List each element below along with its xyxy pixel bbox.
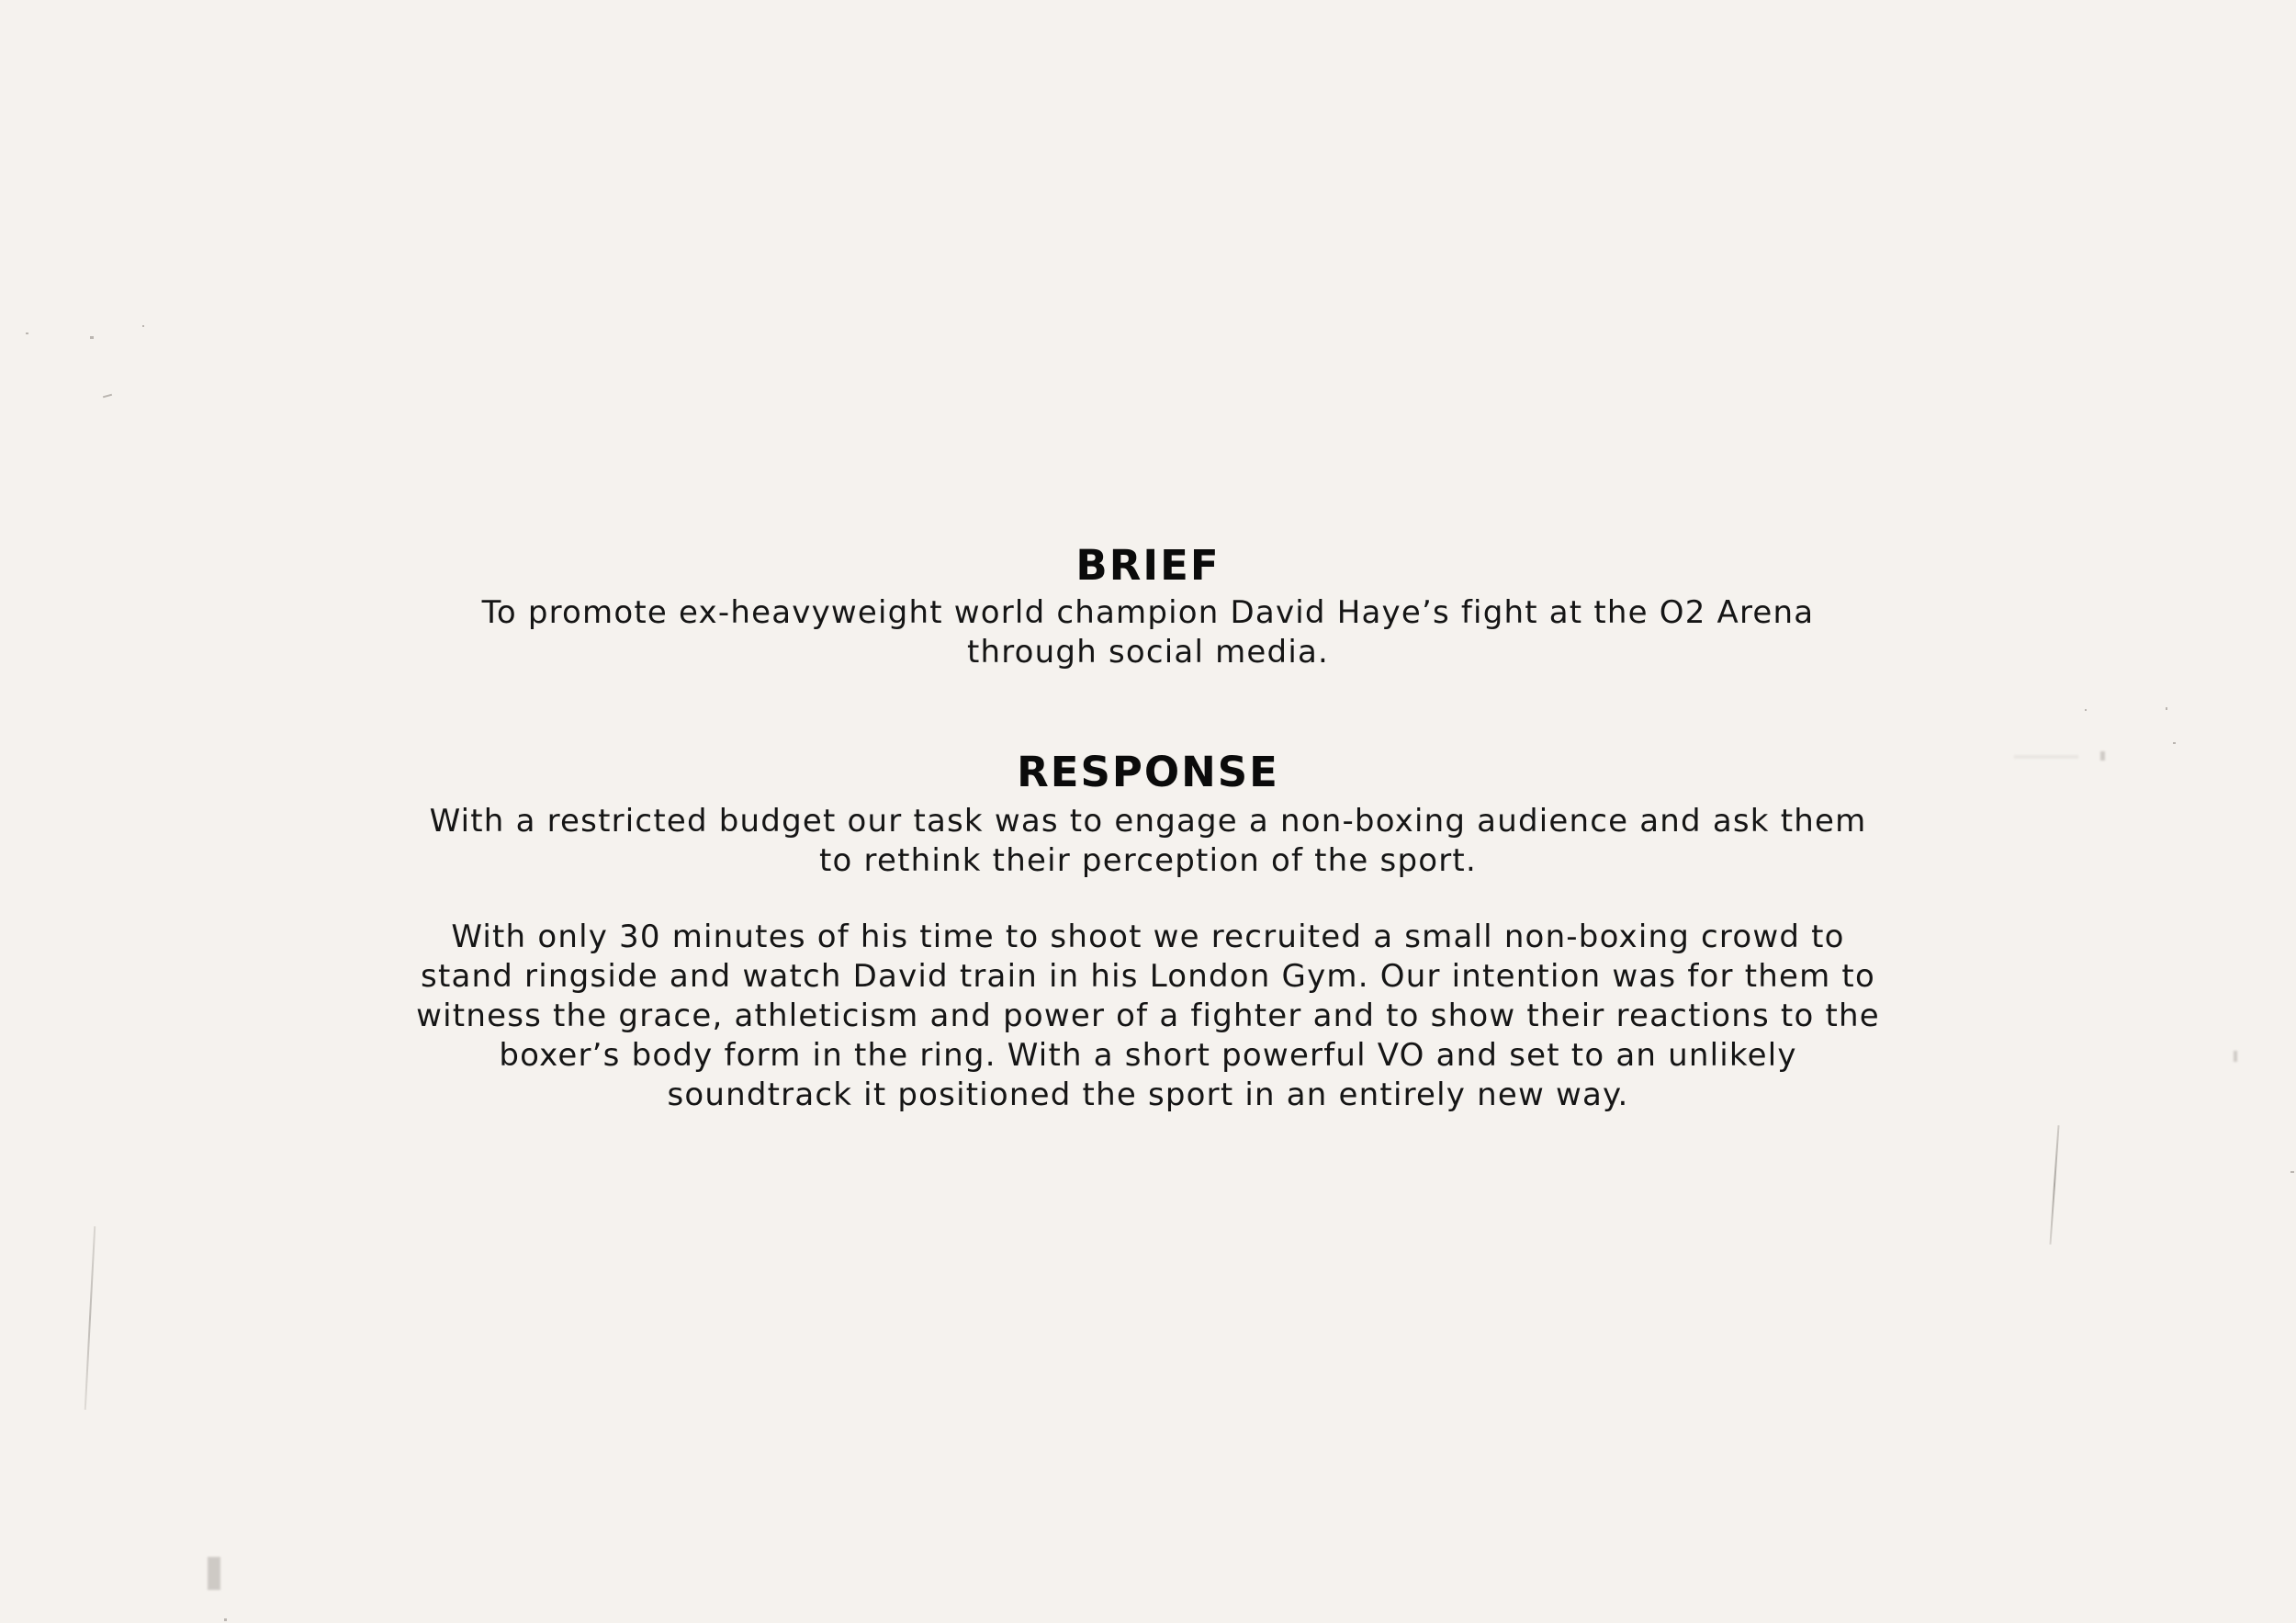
paper-speck xyxy=(90,336,94,339)
brief-line: through social media. xyxy=(966,634,1330,671)
paper-speck xyxy=(26,332,28,334)
paper-speck xyxy=(2166,707,2167,710)
response-line: to rethink their perception of the sport. xyxy=(819,842,1477,879)
brief-heading: BRIEF xyxy=(1075,541,1221,590)
response-line: boxer’s body form in the ring. With a short powerful VO and set to an unlikely xyxy=(499,1037,1797,1074)
text-block xyxy=(0,533,2296,1115)
paper-smudge xyxy=(2234,1051,2237,1062)
response-line: With only 30 minutes of his time to shoot we recruited a small non-boxing crowd to xyxy=(451,919,1845,955)
paper-speck xyxy=(2173,742,2176,744)
paper-speck xyxy=(224,1618,227,1621)
paper-speck xyxy=(103,394,112,399)
response-line: soundtrack it positioned the sport in an entirely new way. xyxy=(667,1076,1629,1113)
response-line: stand ringside and watch David train in his London Gym. Our intention was for them to xyxy=(421,958,1875,995)
paper-scratch xyxy=(84,1226,96,1410)
response-line: With a restricted budget our task was to engage a non-boxing audience and ask them xyxy=(429,803,1867,840)
paper-speck xyxy=(142,325,144,327)
response-paragraph-2 xyxy=(0,918,2296,1115)
response-paragraph-1 xyxy=(0,802,2296,881)
paper-smudge xyxy=(208,1557,220,1590)
paper-smudge xyxy=(2014,755,2078,759)
response-heading: RESPONSE xyxy=(1017,748,1279,796)
paper-speck xyxy=(2085,709,2087,711)
paper-smudge xyxy=(2100,751,2105,761)
paper-scratch xyxy=(2049,1125,2059,1245)
paper-speck xyxy=(2290,1171,2294,1173)
brief-line: To promote ex-heavyweight world champion David Haye’s fight at the O2 Arena xyxy=(481,594,1815,631)
response-line: witness the grace, athleticism and power of a fighter and to show their reactions to the xyxy=(416,997,1880,1034)
brief-text xyxy=(0,593,2296,672)
